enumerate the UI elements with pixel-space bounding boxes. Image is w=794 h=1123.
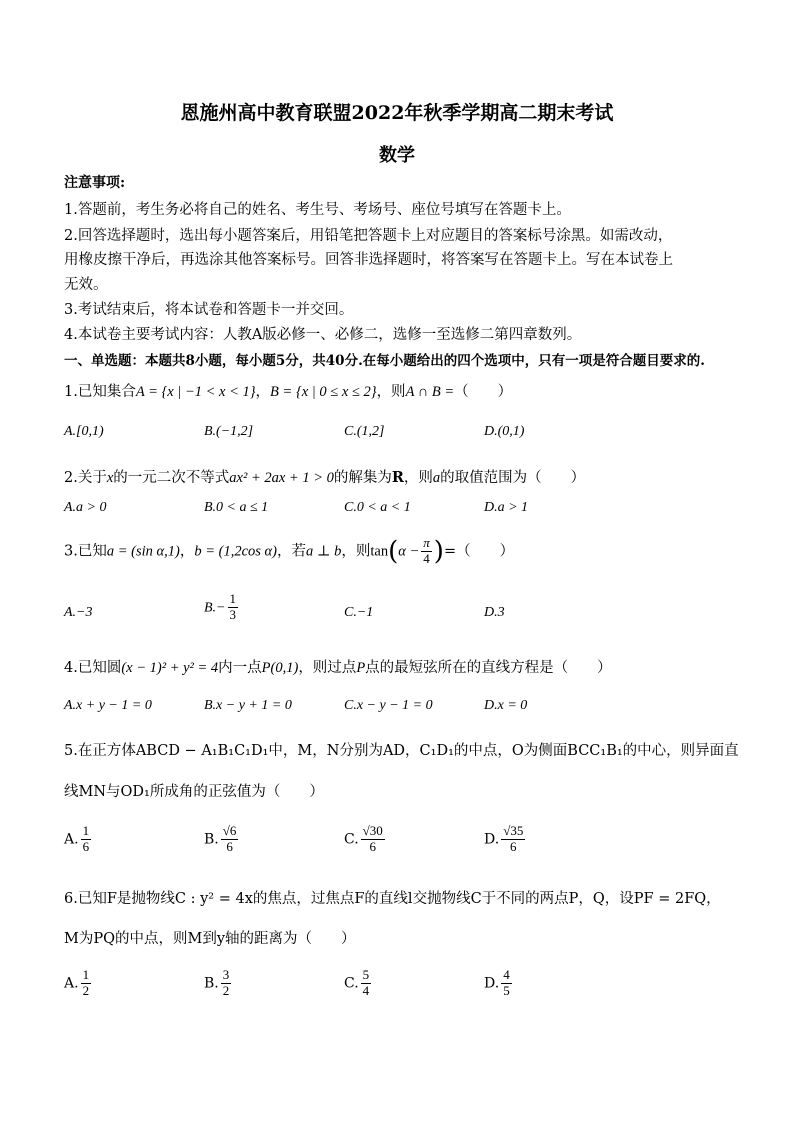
question-1-stem [64, 380, 512, 401]
q1-sep1: ， [255, 384, 271, 400]
q4-option-d: D.x = 0 [484, 698, 528, 713]
q1-blank: （ ） [454, 384, 513, 400]
question-3-stem [64, 536, 514, 567]
q4-point: P(0,1) [261, 660, 299, 676]
q6-a-den: 2 [82, 982, 90, 998]
q6-option-a-frac [81, 968, 92, 999]
q5-option-b [204, 824, 240, 855]
q3-text-c: ，则 [341, 543, 371, 560]
q3-option-d: D.3 [484, 605, 505, 620]
q4-text-c: ，则过点 [298, 660, 357, 676]
q3-blank: （ ） [456, 543, 515, 560]
q6-option-b [204, 968, 233, 999]
exam-title: 恩施州高中教育联盟2022年秋季学期高二期末考试 [180, 102, 614, 124]
question-4-stem [64, 656, 612, 677]
q5-option-a-frac [81, 824, 92, 855]
q6-option-a-label: A. [64, 975, 79, 992]
q6-b-den: 2 [222, 982, 230, 998]
note-line-1: 1.答题前，考生务必将自己的姓名、考生号、考场号、座位号填写在答题卡上。 [64, 202, 571, 218]
q4-text-b: 内一点 [218, 660, 262, 676]
q6-c-num: 5 [362, 967, 370, 982]
question-5-line-1: 5.在正方体ABCD − A₁B₁C₁D₁中，M，N分别为AD，C₁D₁的中点，O为侧面BCC₁B₁的中心，则异面直 [64, 743, 739, 759]
question-6-line-2: M为PQ的中点，则M到y轴的距离为（ ） [64, 931, 356, 947]
q4-text-d: 点的最短弦所在的直线方程是（ ） [365, 660, 612, 676]
q1-option-a: A.[0,1) [64, 424, 104, 439]
q1-option-c: C.(1,2] [344, 424, 385, 439]
q6-d-den: 5 [503, 982, 510, 998]
q2-text-b: 的一元二次不等式 [113, 470, 230, 486]
q3-option-a: A.−3 [64, 605, 93, 620]
q3-tan: tan [370, 543, 389, 560]
q2-option-c: C.0 < a < 1 [344, 500, 411, 515]
q1-option-b: B.(−1,2] [204, 424, 254, 439]
q2-text-e: 的取值范围为（ ） [440, 470, 586, 486]
q4-p: P [356, 660, 366, 676]
q6-option-d-frac [501, 968, 512, 999]
q3-vector-a: a = (sin α,1) [106, 543, 180, 560]
q3-option-b-frac [228, 592, 239, 623]
section-heading: 一、单选题：本题共8小题，每小题5分，共40分.在每小题给出的四个选项中，只有一项是符合题目要求的. [64, 353, 705, 369]
q3-option-b [204, 592, 240, 623]
q5-option-c [344, 824, 387, 855]
q1-sep2: ，则 [376, 384, 406, 400]
q2-option-a: A.a > 0 [64, 500, 107, 515]
q5-option-a [64, 824, 93, 855]
q4-text-a: 4.已知圆 [64, 660, 122, 676]
q2-text-a: 2.关于 [64, 470, 107, 486]
q5-c-den: 6 [369, 838, 376, 854]
q6-d-num: 4 [503, 967, 510, 982]
q5-b-den: 6 [226, 838, 233, 854]
q6-option-b-label: B. [204, 975, 219, 992]
q5-option-d-frac [501, 824, 525, 855]
q3-pi-over-4 [421, 536, 432, 567]
q6-option-b-frac [221, 968, 232, 999]
q6-c-den: 4 [362, 982, 370, 998]
q5-option-d-label: D. [484, 831, 500, 848]
note-line-3: 用橡皮擦干净后，再选涂其他答案标号。回答非选择题时，将答案写在答题卡上。写在本试卷上 [64, 252, 673, 268]
q4-option-b: B.x − y + 1 = 0 [204, 698, 292, 713]
q5-option-c-label: C. [344, 831, 359, 848]
question-2-stem [64, 466, 585, 487]
q2-var-x: x [106, 470, 114, 486]
q3-pi: π [423, 535, 430, 550]
q6-option-c [344, 968, 373, 999]
q5-option-c-frac [361, 824, 385, 855]
q2-inequality: ax² + 2ax + 1 > 0 [229, 470, 334, 486]
q1-expr: A ∩ B = [405, 384, 455, 400]
q3-text-a: 3.已知 [64, 543, 107, 560]
q2-var-a: a [432, 470, 441, 486]
q3-perpendicular: a ⊥ b [305, 543, 342, 560]
q4-circle: (x − 1)² + y² = 4 [121, 660, 219, 676]
q1-prefix: 1.已知集合 [64, 384, 136, 400]
q5-c-num: √30 [362, 823, 383, 838]
q3-sep: ， [179, 543, 195, 560]
q4-option-c: C.x − y − 1 = 0 [344, 698, 433, 713]
q1-option-d: D.(0,1) [484, 424, 525, 439]
q3-four: 4 [423, 550, 430, 566]
note-line-6: 4.本试卷主要考试内容：人教A版必修一、必修二，选修一至选修二第四章数列。 [64, 327, 582, 343]
q5-option-a-label: A. [64, 831, 79, 848]
q2-text-d: ，则 [403, 470, 433, 486]
q6-option-d [484, 968, 514, 999]
subject-title: 数学 [379, 145, 415, 166]
q3-alpha-minus: α − [398, 543, 420, 560]
q3-option-b-num: 1 [229, 591, 236, 606]
q5-a-den: 6 [82, 838, 90, 854]
q1-set-b: B = {x | 0 ≤ x ≤ 2} [270, 384, 377, 400]
q3-text-b: ，若 [276, 543, 306, 560]
q2-option-d: D.a > 1 [484, 500, 529, 515]
q5-d-num: √35 [503, 823, 524, 838]
q5-b-num: √6 [222, 823, 237, 838]
q2-text-c: 的解集为 [333, 470, 392, 486]
q1-set-a: A = {x | −1 < x < 1} [135, 384, 256, 400]
q3-option-b-label: B.− [204, 600, 226, 616]
q2-option-b: B.0 < a ≤ 1 [204, 500, 269, 515]
q4-option-a: A.x + y − 1 = 0 [64, 698, 152, 713]
q2-reals: R [391, 469, 404, 486]
notes-heading: 注意事项: [64, 175, 126, 191]
note-line-4: 无效。 [64, 277, 108, 293]
q5-option-b-label: B. [204, 831, 219, 848]
note-line-5: 3.考试结束后，将本试卷和答题卡一并交回。 [64, 302, 354, 318]
q3-vector-b: b = (1,2cos α) [194, 543, 277, 560]
q3-left-paren: ( [388, 536, 399, 567]
q6-a-num: 1 [82, 967, 90, 982]
q6-option-c-label: C. [344, 975, 359, 992]
note-line-2: 2.回答选择题时，选出每小题答案后，用铅笔把答题卡上对应题目的答案标号涂黑。如需改动， [64, 228, 673, 244]
q6-option-d-label: D. [484, 975, 500, 992]
q5-d-den: 6 [510, 838, 517, 854]
q3-equals: = [443, 543, 457, 560]
question-6-line-1: 6.已知F是抛物线C : y² = 4x的焦点，过焦点F的直线l交抛物线C于不同的两点P，Q，设PF = 2FQ， [64, 891, 721, 907]
question-5-line-2: 线MN与OD₁所成角的正弦值为（ ） [64, 784, 324, 800]
q5-a-num: 1 [82, 823, 90, 838]
q3-option-b-den: 3 [229, 606, 236, 622]
q6-b-num: 3 [222, 967, 230, 982]
q3-right-paren: ) [433, 536, 444, 567]
q6-option-a [64, 968, 93, 999]
q5-option-b-frac [221, 824, 239, 855]
q3-option-c: C.−1 [344, 605, 374, 620]
q5-option-d [484, 824, 527, 855]
q6-option-c-frac [361, 968, 372, 999]
